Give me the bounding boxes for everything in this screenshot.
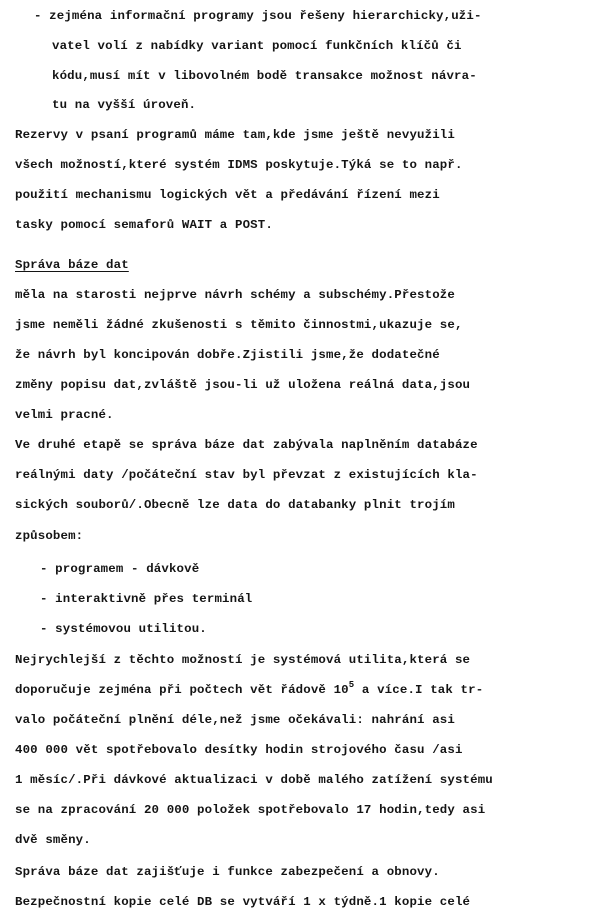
text-line: použití mechanismu logických vět a předávání řízení mezi [15, 188, 440, 202]
text-line: tu na vyšší úroveň. [52, 98, 197, 112]
text-line [15, 682, 483, 698]
text-line: vatel volí z nabídky variant pomocí funkčních klíčů či [52, 39, 462, 53]
section-heading: Správa báze dat [15, 258, 129, 272]
text-line: měla na starosti nejprve návrh schémy a subschémy.Přestože [15, 288, 455, 302]
exponent: 5 [348, 680, 355, 690]
text-line: všech možností,které systém IDMS poskytuje.Týká se to např. [15, 158, 463, 172]
text-line: 1 měsíc/.Při dávkové aktualizaci v době malého zatížení systému [15, 773, 493, 787]
text-line: Správa báze dat zajišťuje i funkce zabezpečení a obnovy. [15, 865, 440, 879]
list-item: - systémovou utilitou. [40, 622, 207, 636]
text-line: reálnými daty /počáteční stav byl převzat z existujících kla- [15, 468, 478, 482]
text-line: způsobem: [15, 529, 84, 543]
list-item: - programem - dávkově [40, 562, 200, 576]
text-line: Bezpečnostní kopie celé DB se vytváří 1 x týdně.1 kopie celé [15, 895, 471, 909]
list-item: - interaktivně přes terminál [40, 592, 253, 606]
text-line: velmi pracné. [15, 408, 114, 422]
text-line: že návrh byl koncipován dobře.Zjistili jsme,že dodatečné [15, 348, 440, 362]
text-line: 400 000 vět spotřebovalo desítky hodin strojového času /asi [15, 743, 463, 757]
text-line: jsme neměli žádné zkušenosti s těmito činnostmi,ukazuje se, [15, 318, 463, 332]
text-line: Rezervy v psaní programů máme tam,kde jsme ještě nevyužili [15, 128, 455, 142]
text-line: Nejrychlejší z těchto možností je systémová utilita,která se [15, 653, 471, 667]
text-line: změny popisu dat,zvláště jsou-li už uložena reálná data,jsou [15, 378, 471, 392]
text-line: - zejména informační programy jsou řešeny hierarchicky,uži- [34, 9, 482, 23]
text-line: tasky pomocí semaforů WAIT a POST. [15, 218, 273, 232]
text-line: sických souborů/.Obecně lze data do databanky plnit trojím [15, 498, 455, 512]
text-line: dvě směny. [15, 833, 91, 847]
text-line: Ve druhé etapě se správa báze dat zabývala naplněním databáze [15, 438, 478, 452]
text-line: se na zpracování 20 000 položek spotřebovalo 17 hodin,tedy asi [15, 803, 486, 817]
text-line: kódu,musí mít v libovolném bodě transakce možnost návra- [52, 69, 477, 83]
text-fragment: a více.I tak tr- [354, 683, 484, 697]
text-fragment: doporučuje zejména při počtech vět řádově 10 [15, 683, 349, 697]
text-line: valo počáteční plnění déle,než jsme očekávali: nahrání asi [15, 713, 455, 727]
